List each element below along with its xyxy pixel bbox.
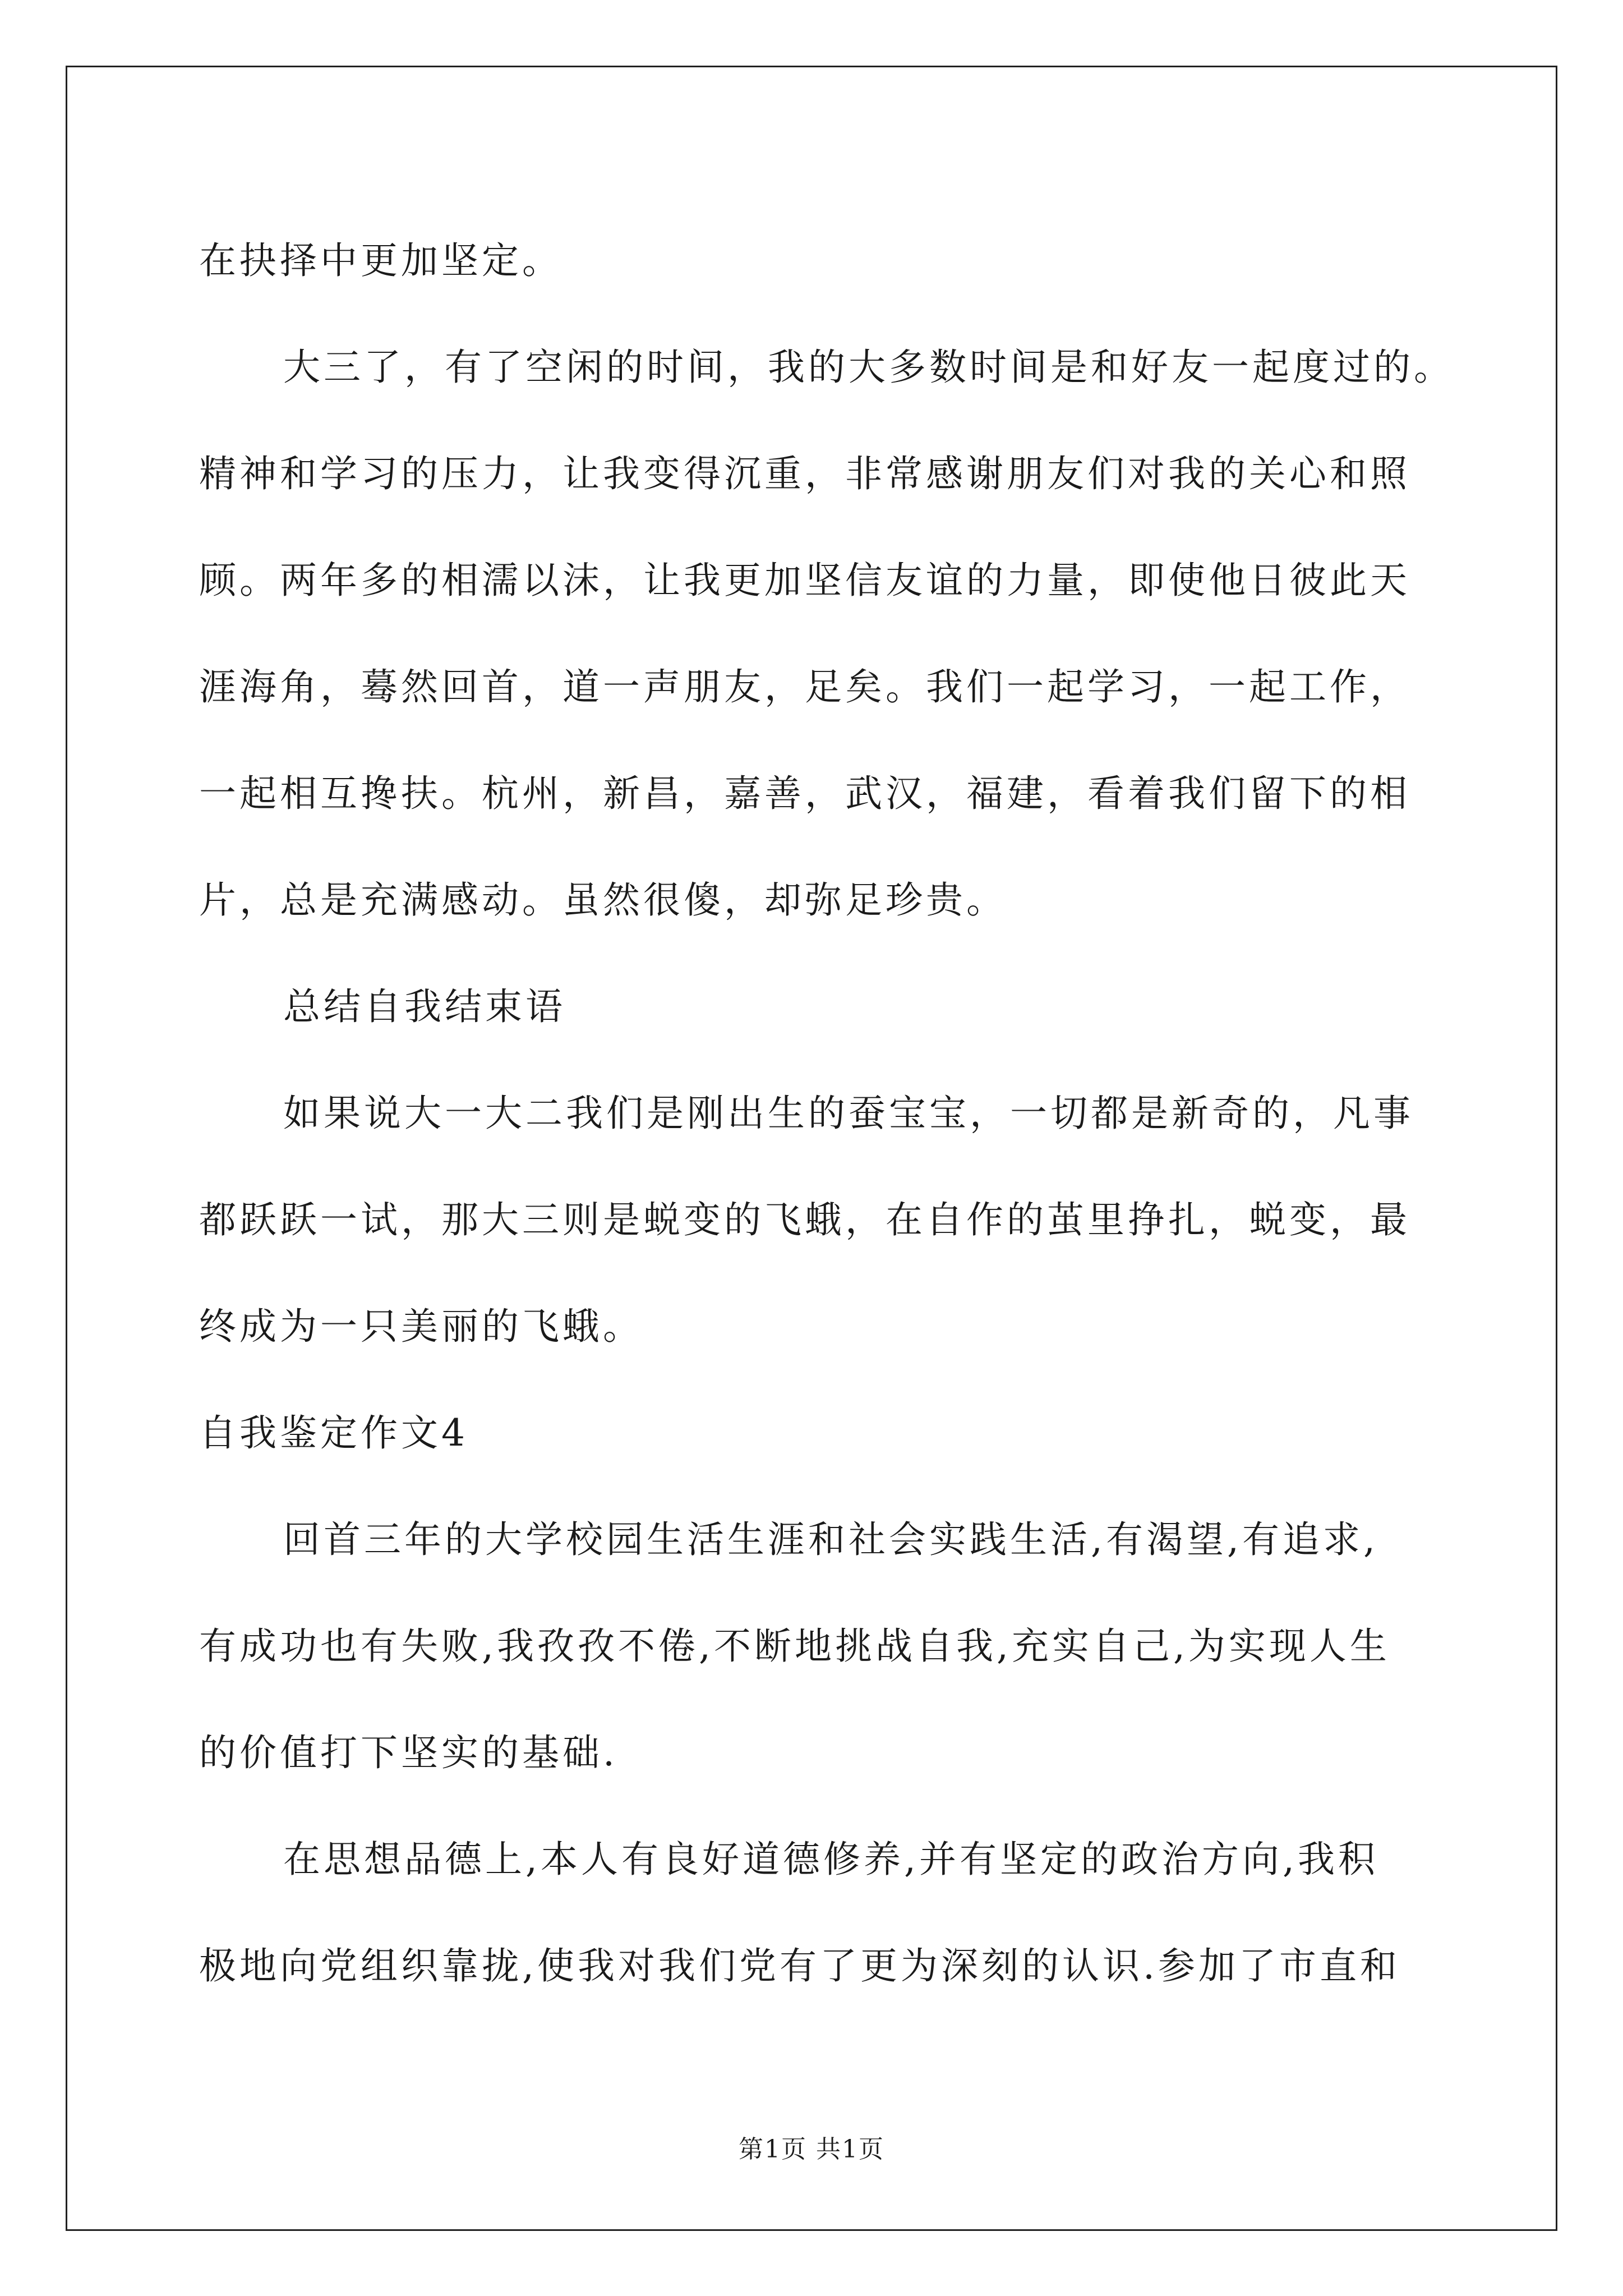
text-line: 在思想品德上,本人有良好道德修养,并有坚定的政治方向,我积 <box>283 1838 1378 1881</box>
section-heading: 自我鉴定作文4 <box>199 1411 468 1455</box>
text-line: 大三了，有了空闲的时间，我的大多数时间是和好友一起度过的。 <box>283 346 1454 389</box>
text-line: 在抉择中更加坚定。 <box>199 239 562 282</box>
text-line: 都跃跃一试，那大三则是蜕变的飞蛾，在自作的茧里挣扎，蜕变，最 <box>199 1198 1410 1241</box>
text-line: 的价值打下坚实的基础. <box>199 1731 618 1774</box>
text-line: 顾。两年多的相濡以沫，让我更加坚信友谊的力量，即使他日彼此天 <box>199 559 1410 602</box>
text-line: 极地向党组织靠拢,使我对我们党有了更为深刻的认识.参加了市直和 <box>199 1944 1400 1987</box>
text-line: 片，总是充满感动。虽然很傻，却弥足珍贵。 <box>199 878 1007 922</box>
text-line: 精神和学习的压力，让我变得沉重，非常感谢朋友们对我的关心和照 <box>199 452 1410 495</box>
text-line: 一起相互搀扶。杭州，新昌，嘉善，武汉，福建，看着我们留下的相 <box>199 772 1410 815</box>
text-line: 如果说大一大二我们是刚出生的蚕宝宝，一切都是新奇的，凡事 <box>283 1092 1414 1135</box>
document-body <box>199 208 1454 2019</box>
text-line: 回首三年的大学校园生活生涯和社会实践生活,有渴望,有追求, <box>283 1518 1378 1561</box>
page-footer: 第1页 共1页 <box>739 2135 884 2164</box>
text-line: 涯海角，蓦然回首，道一声朋友，足矣。我们一起学习，一起工作， <box>199 665 1410 708</box>
section-heading: 总结自我结束语 <box>283 985 566 1028</box>
text-line: 终成为一只美丽的飞蛾。 <box>199 1305 643 1348</box>
text-line: 有成功也有失败,我孜孜不倦,不断地挑战自我,充实自己,为实现人生 <box>199 1625 1390 1668</box>
